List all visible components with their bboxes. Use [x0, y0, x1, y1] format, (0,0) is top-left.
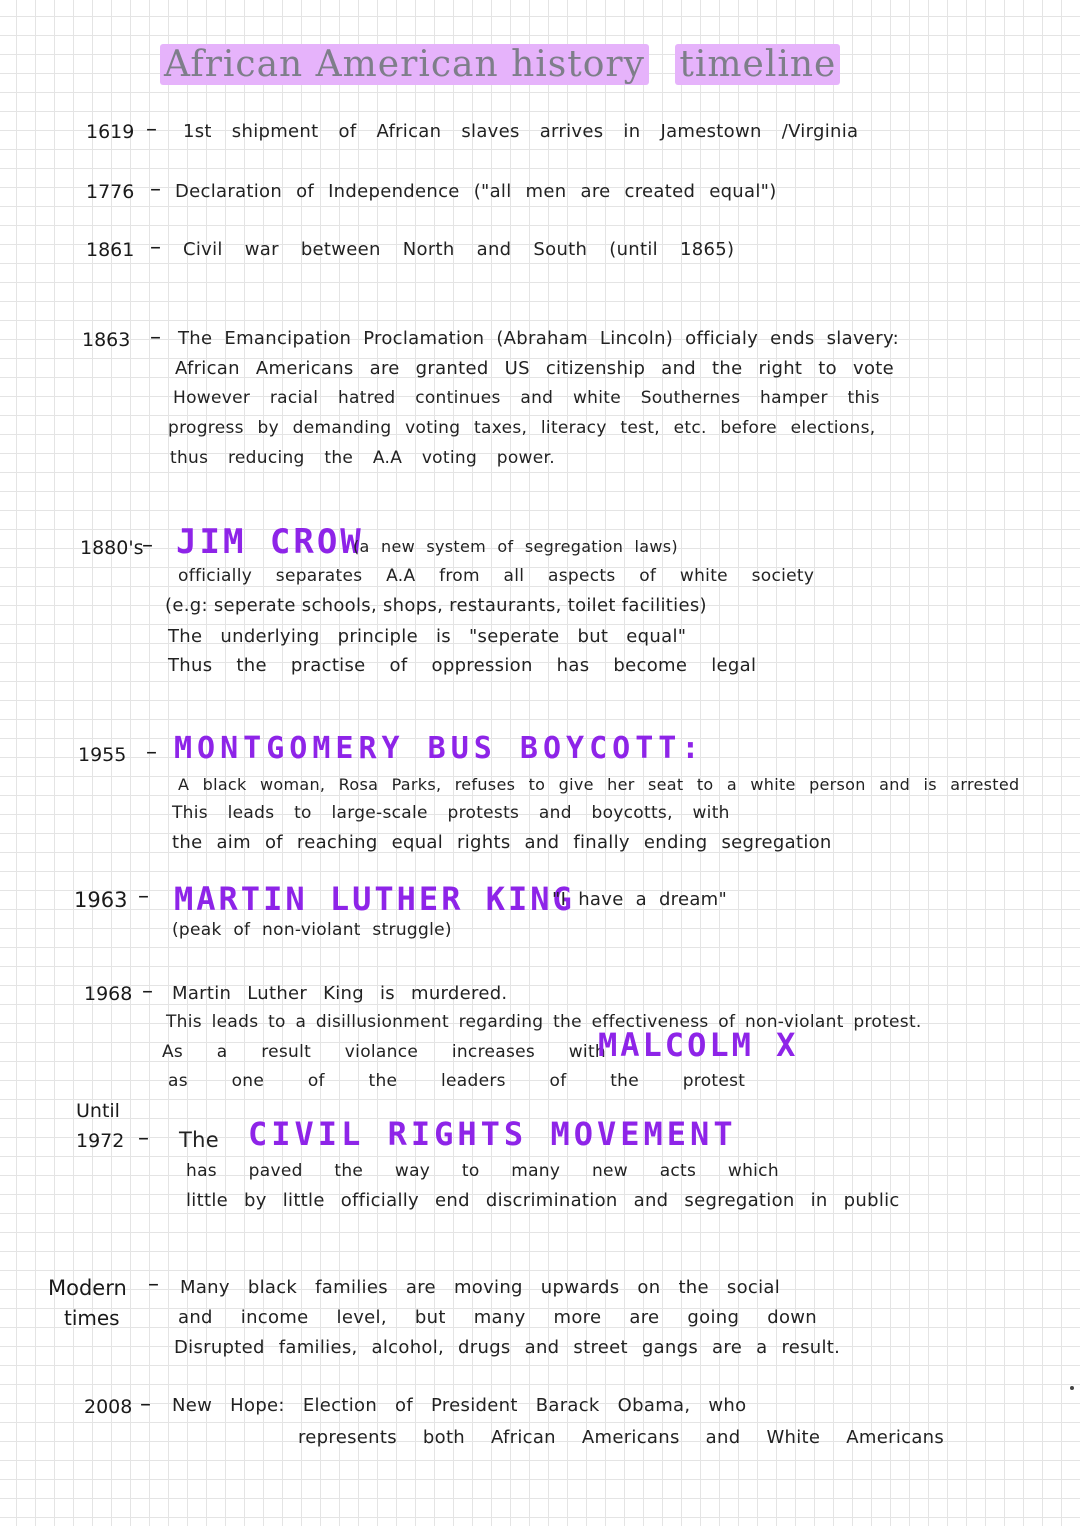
timeline-dash: –	[142, 533, 153, 558]
timeline-dash: –	[150, 235, 161, 260]
civil-rights-lead: The	[179, 1128, 219, 1152]
entry-modern-line-1: Many black families are moving upwards on the social	[180, 1277, 781, 1298]
entry-1880s-line-4: Thus the practise of oppression has become legal	[168, 655, 757, 676]
stray-dot	[1070, 1386, 1074, 1390]
entry-2008-line-1: New Hope: Election of President Barack Obama, who	[172, 1395, 747, 1416]
entry-1955-line-1: A black woman, Rosa Parks, refuses to give her seat to a white person and is arrested	[178, 775, 1020, 794]
year-1880s: 1880's	[80, 537, 144, 559]
heading-montgomery-bus-boycott: MONTGOMERY BUS BOYCOTT:	[174, 731, 705, 766]
entry-1968-line-3: As a result violance increases with	[162, 1042, 606, 1062]
timeline-dash: –	[140, 1392, 151, 1417]
title-part1: African American history	[160, 44, 649, 85]
jim-crow-note: (a new system of segregation laws)	[353, 537, 678, 556]
entry-1880s-line-2: (e.g: seperate schools, shops, restaurants, toilet facilities)	[165, 595, 707, 616]
entry-1968-line-4: as one of the leaders of the protest	[168, 1071, 746, 1091]
entry-1863-line-3: However racial hatred continues and white Southernes hamper this	[173, 388, 880, 408]
heading-civil-rights-movement: CIVIL RIGHTS MOVEMENT	[248, 1115, 737, 1153]
heading-martin-luther-king: MARTIN LUTHER KING	[174, 880, 575, 918]
year-1972: 1972	[76, 1130, 125, 1152]
year-1863: 1863	[82, 329, 131, 351]
entry-1880s-line-1: officially separates A.A from all aspects of white society	[178, 566, 815, 586]
timeline-dash: –	[150, 177, 161, 202]
timeline-dash: –	[148, 1272, 159, 1297]
entry-1955-line-2: This leads to large-scale protests and boycotts, with	[172, 803, 730, 823]
entry-1963-line-1: (peak of non-violant struggle)	[172, 920, 452, 940]
year-1619: 1619	[86, 121, 135, 143]
year-times-label: times	[64, 1306, 120, 1330]
entry-1972-line-1: has paved the way to many new acts which	[186, 1161, 779, 1181]
entry-1968-line-2: This leads to a disillusionment regarding the effectiveness of non-violant protest.	[166, 1012, 922, 1032]
entry-1972-line-2: little by little officially end discrimination and segregation in public	[186, 1190, 900, 1211]
entry-1880s-line-3: The underlying principle is "seperate but equal"	[168, 626, 687, 647]
timeline-dash: –	[146, 740, 157, 765]
entry-modern-line-3: Disrupted families, alcohol, drugs and street gangs are a result.	[174, 1337, 841, 1358]
year-until-label: Until	[76, 1100, 120, 1122]
entry-1863-line-2: African Americans are granted US citizenship and the right to vote	[175, 358, 894, 379]
year-1861: 1861	[86, 239, 135, 261]
mlk-quote: "I have a dream"	[552, 889, 728, 910]
entry-1955-line-3: the aim of reaching equal rights and finally ending segregation	[172, 832, 832, 853]
title-part2: timeline	[675, 44, 840, 85]
year-modern-label: Modern	[48, 1276, 127, 1300]
timeline-dash: –	[146, 117, 157, 142]
timeline-dash: –	[150, 325, 161, 350]
entry-1861-text: Civil war between North and South (until 1865)	[183, 239, 735, 260]
entry-modern-line-2: and income level, but many more are going down	[178, 1307, 817, 1328]
timeline-dash: –	[138, 1126, 149, 1151]
year-1776: 1776	[86, 181, 135, 203]
timeline-dash: –	[138, 884, 149, 909]
entry-1863-line-1: The Emancipation Proclamation (Abraham Lincoln) officialy ends slavery:	[178, 328, 899, 349]
year-1968: 1968	[84, 983, 133, 1005]
entry-1863-line-4: progress by demanding voting taxes, literacy test, etc. before elections,	[168, 418, 876, 438]
entry-1968-line-1: Martin Luther King is murdered.	[172, 983, 508, 1004]
heading-malcolm-x: MALCOLM X	[598, 1026, 799, 1064]
entry-1619-text: 1st shipment of African slaves arrives in Jamestown /Virginia	[183, 121, 859, 142]
entry-1776-text: Declaration of Independence ("all men are created equal")	[175, 181, 777, 202]
year-2008: 2008	[84, 1396, 133, 1418]
year-1963: 1963	[74, 888, 128, 912]
entry-2008-line-2: represents both African Americans and White Americans	[298, 1427, 945, 1448]
entry-1863-line-5: thus reducing the A.A voting power.	[170, 448, 555, 468]
heading-jim-crow: JIM CROW	[176, 522, 364, 562]
timeline-dash: –	[142, 979, 153, 1004]
year-1955: 1955	[78, 744, 127, 766]
page-title	[160, 44, 840, 85]
